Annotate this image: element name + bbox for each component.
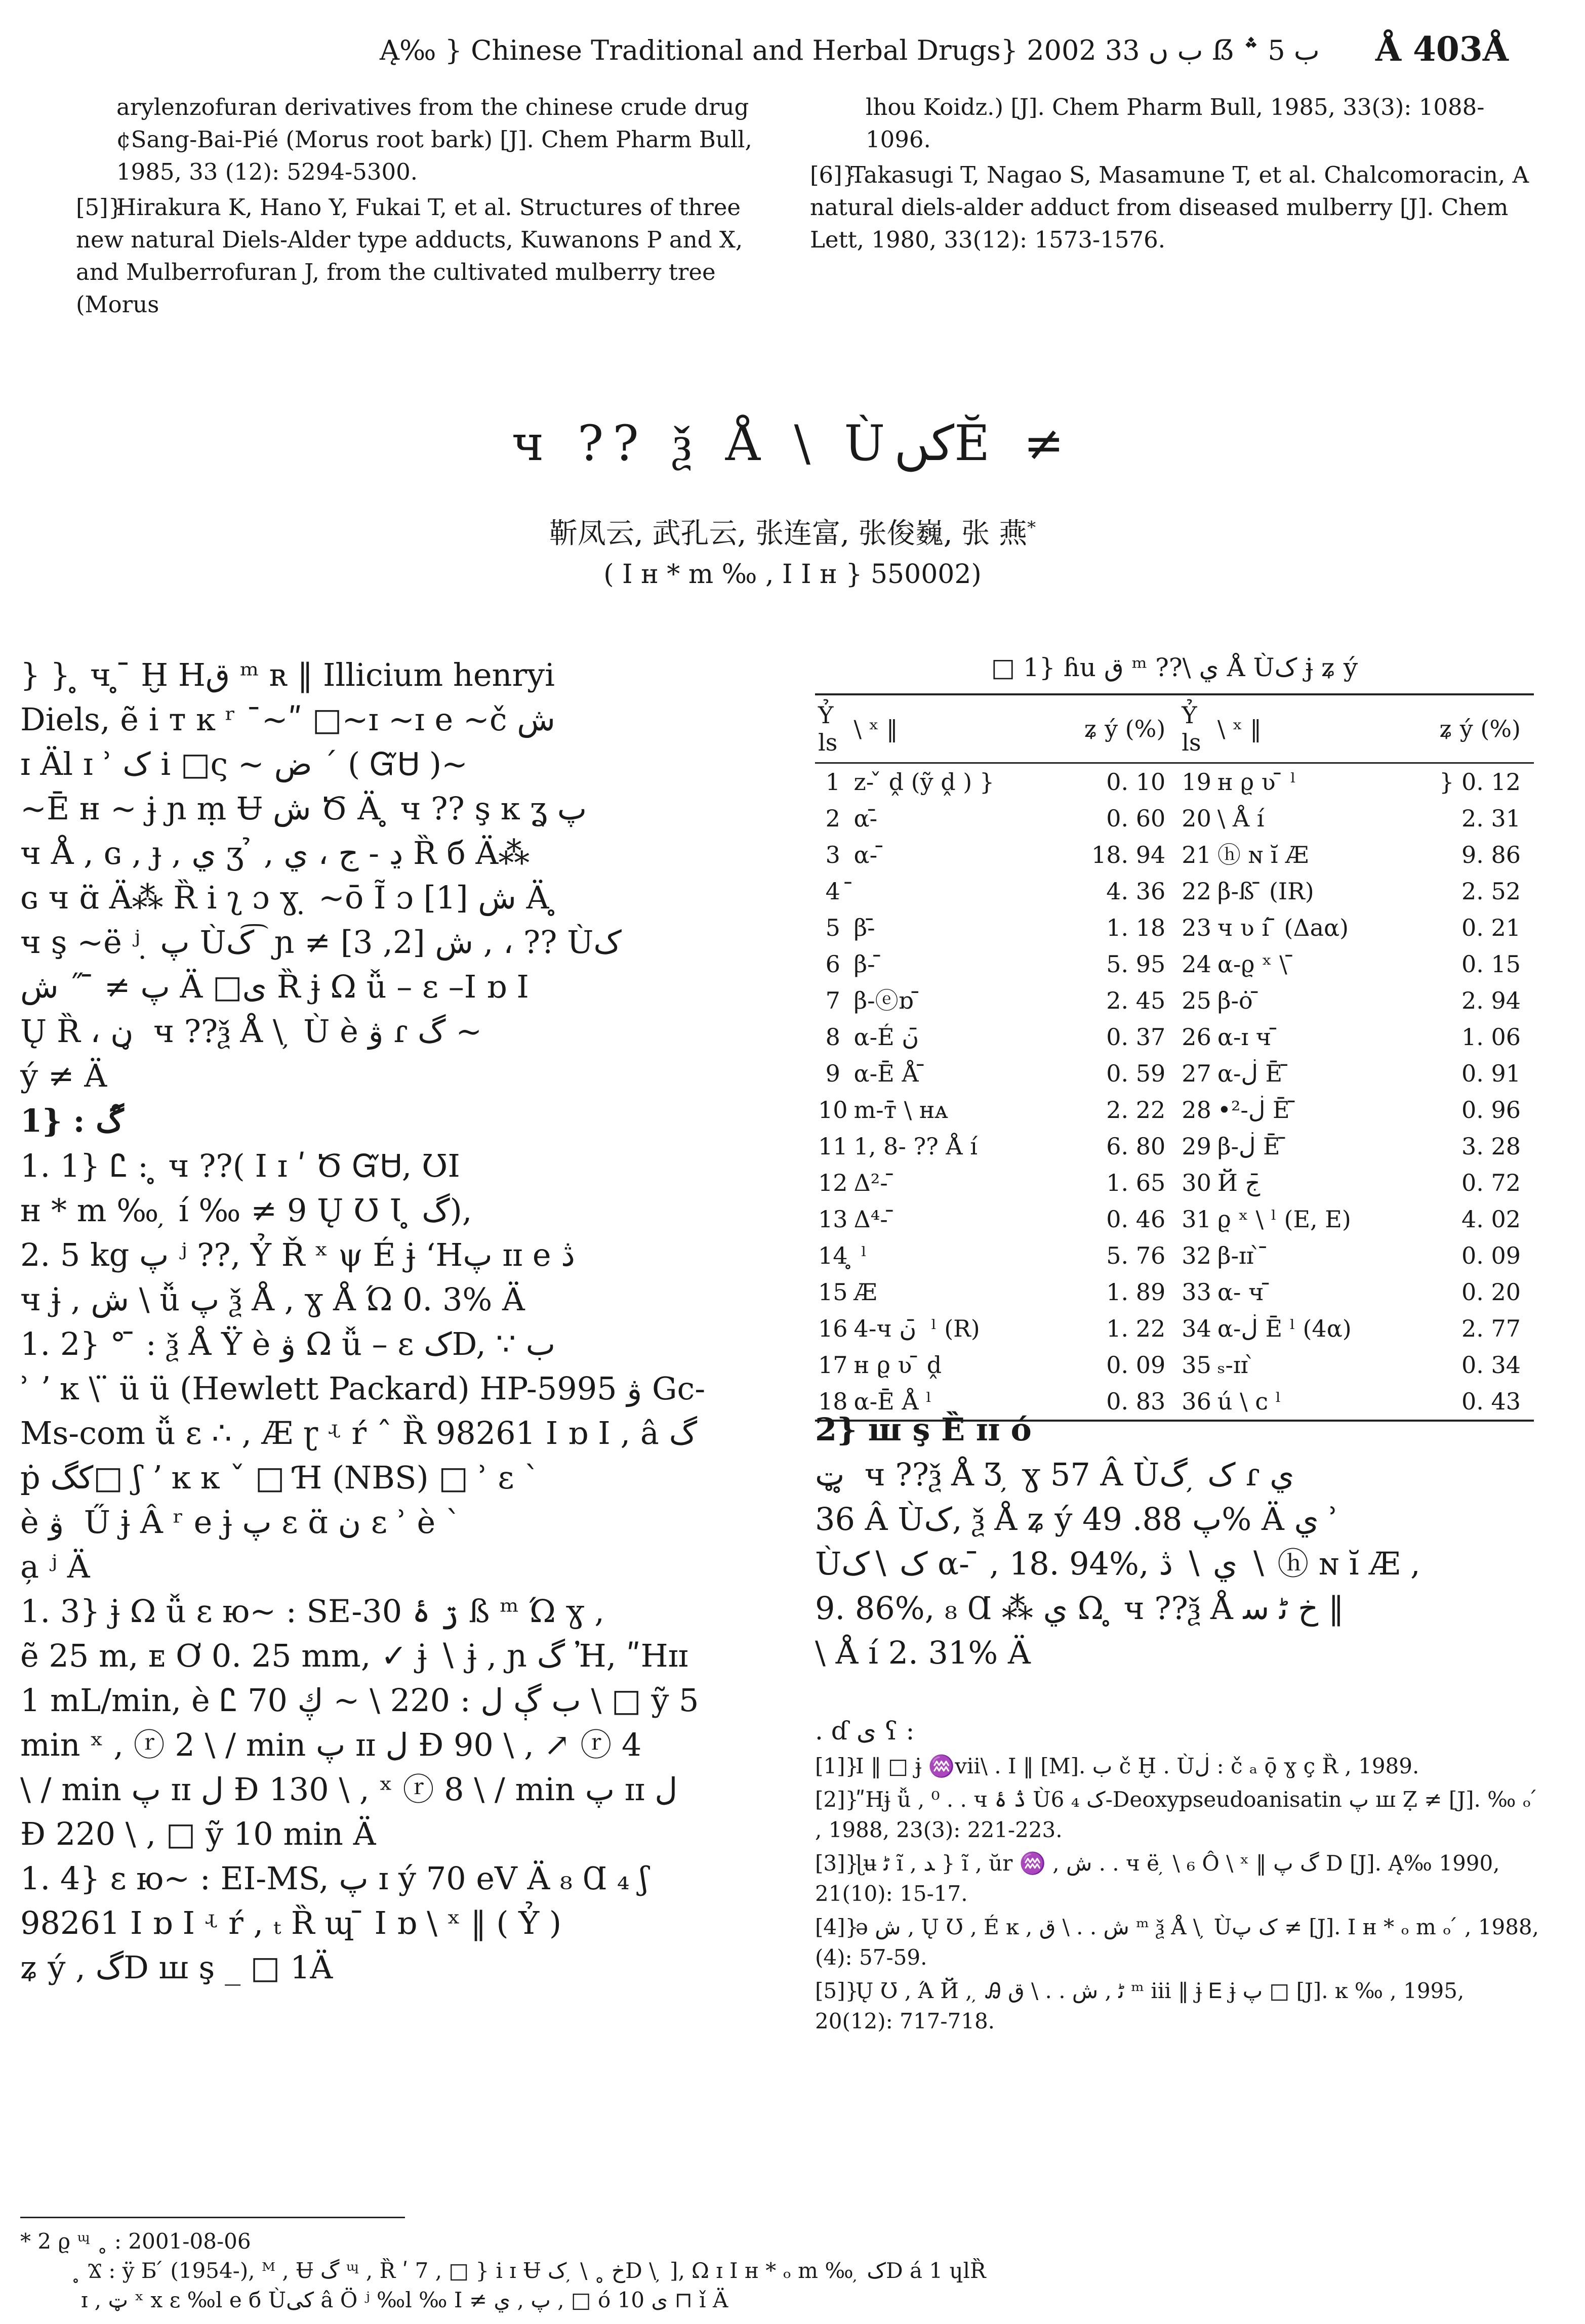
- table-cell: α- ч ̄: [1217, 1278, 1272, 1306]
- table-cell: 2. 52: [1461, 878, 1521, 905]
- table-cell: α-̄: [854, 805, 878, 832]
- text-line: 2. 5 kg پ ʲ ??, Ỷ Ř ˣ ψ É ɉ ʻHپ ɪɪ e ڎ: [20, 1236, 575, 1273]
- ref-item: [815, 1976, 1544, 2037]
- ref-text: ʺHɉ ǚ , ⁰ . . ч ڎ ۂ Ùک ₄ 6-Deoxypseudoanisatin پ ꟺ Ẓ ≠ [J]. ‰ ₒ ́ , 1988, 23(3): 221-223.: [815, 1787, 1538, 1842]
- table-cell: ú \ ᴄ ˡ: [1214, 1383, 1403, 1421]
- table-row: [815, 837, 1534, 873]
- table-cell: 19: [1182, 768, 1211, 796]
- col-header: ʑ ý (%): [1048, 694, 1179, 763]
- table-cell: 23: [1182, 914, 1211, 941]
- table-cell: 27: [1182, 1060, 1211, 1087]
- table-row: [815, 1201, 1534, 1237]
- ref-number: [4]}: [815, 1915, 859, 1939]
- text-line: н * m ‰ ̦ í ‰ ≠ 9 Ų Ʊ Ɩ ̥ گ),: [20, 1192, 472, 1229]
- table-cell: 0. 09: [1461, 1242, 1521, 1269]
- table-cell: α-É ن ̄: [854, 1023, 926, 1051]
- ref-text: Hirakura K, Hano Y, Fukai T, et al. Structures of three new natural Diels-Alder type adducts, Kuwanons P and X, and Mulberrofuran J, from the cultivated mulberry tree (Morus: [76, 194, 743, 318]
- table-cell: 1. 22: [1106, 1315, 1166, 1342]
- table-cell: 14: [818, 1242, 848, 1269]
- table-cell: ₛ-ɪɪ ̀: [1217, 1351, 1255, 1379]
- table-cell: 4. 02: [1461, 1206, 1521, 1233]
- col-header: \ ˣ ‖: [1214, 694, 1403, 763]
- table-cell: 20: [1182, 805, 1211, 832]
- col-header: ʑ ý (%): [1403, 694, 1534, 763]
- references-block: [815, 1716, 1544, 2040]
- table-cell: 6: [825, 950, 840, 978]
- paragraph: [20, 1144, 749, 1322]
- table-row: [815, 763, 1534, 801]
- table-cell: 9. 86: [1461, 841, 1521, 868]
- table-cell: ʜ ϱ ʋ ̄ ḓ: [854, 1351, 942, 1379]
- table-cell: 31: [1182, 1206, 1211, 1233]
- table-row: [815, 946, 1534, 982]
- intro-paragraph: [20, 653, 749, 1098]
- table-cell: 16: [818, 1315, 848, 1342]
- top-refs-left: [76, 91, 754, 324]
- table-cell: β-ß ̄ (IR): [1217, 878, 1314, 905]
- right-table-column: [815, 653, 1534, 1422]
- table-cell: 2. 94: [1461, 987, 1521, 1014]
- text-line: è ۋ ̦ Ű ɉ Â ʳ e ɉ پ ɛ ɑ̈ ن ɛ ʾ è `: [20, 1504, 461, 1541]
- text-line: 1. 1} Ꮭ : ̥ ч ??( I ɪ ʹ Ծ ᏳᏌ, ƱI: [20, 1147, 460, 1184]
- table-cell: } 0. 12: [1439, 768, 1521, 796]
- ref-text: Takasugi T, Nagao S, Masamune T, et al. Chalcomoracin, A natural diels-alder adduct from diseased mulberry [J]. Chem Lett, 1980, 33(12): 1573-1576.: [810, 161, 1529, 253]
- footnote-rule: [20, 2217, 405, 2218]
- table-row: [815, 873, 1534, 909]
- table-row: [815, 1055, 1534, 1092]
- ref-item: [815, 1751, 1544, 1781]
- text-line: Ùک ∖ک α- ̄ , 18. 94%, ي ∖ ڎ ∖ ⓗ ɴ ĭ Æ ,: [815, 1545, 1420, 1582]
- section-1-heading: 1} : گ ̊: [20, 1102, 135, 1139]
- table-cell: 4. 36: [1106, 878, 1166, 905]
- table-cell: β-ڶ Ē ̄: [1217, 1133, 1288, 1160]
- table-body: [815, 763, 1534, 1421]
- table-row: [815, 909, 1534, 946]
- ref-text: I ‖ □ ɉ ♒vii\ . I ‖ [M]. ب č Ḫ . Ùڶ : č ₐ ǭ ɣ ç Ȑ , 1989.: [856, 1754, 1419, 1778]
- table-cell: 34: [1182, 1315, 1211, 1342]
- table-cell: 15: [818, 1278, 848, 1306]
- table-cell: 28: [1182, 1096, 1211, 1124]
- composition-table: [815, 693, 1534, 1422]
- table-cell: 0. 34: [1461, 1351, 1521, 1379]
- table-cell: 0. 43: [1403, 1383, 1534, 1421]
- table-cell: 17: [818, 1351, 848, 1379]
- text-line: ý ≠ Ä: [20, 1057, 107, 1094]
- article-title: ч ?? ѯ Å \ ÙکںӖ ≠: [511, 415, 1074, 472]
- table-cell: 3: [825, 841, 840, 868]
- table-row: [815, 1310, 1534, 1347]
- ref-text: ɭʉ ﮢ ĩ , ﺪ } ĩ , ŭr ♒ , ش . . ч ë ̦ \ ₆ Ô \ ˣ ‖ گ پ D [J]. Ą‰ 1990, 21(10): 15-17.: [815, 1851, 1500, 1906]
- table-cell: α-ɪ ч ̄: [1217, 1023, 1279, 1051]
- text-line: ч Å , ɢ , ɟ , ي ʒ ̉ , ڍ - ج ، ي Ȑ б Ä⁂: [20, 835, 530, 872]
- table-row: [815, 1165, 1534, 1201]
- table-cell: 5: [825, 914, 840, 941]
- table-cell: 0. 37: [1106, 1023, 1166, 1051]
- table-cell: β- ̄: [854, 950, 883, 978]
- table-cell: 0. 96: [1461, 1096, 1521, 1124]
- running-header: [76, 29, 1509, 75]
- table-cell: 13: [818, 1206, 848, 1233]
- table-cell: 1: [825, 768, 840, 796]
- table-row: [815, 1128, 1534, 1165]
- table-cell: 10: [818, 1096, 848, 1124]
- table-cell: 4-ч ن ̄ ˡ (R): [854, 1315, 980, 1342]
- text-line: ɪ Äl ɪ ʾ ک i □ς ~ ض ´ ( ᏳᏌ )~: [20, 745, 468, 782]
- table-cell: 11: [818, 1133, 848, 1160]
- table-cell: •²-ڶ Ē ̄: [1217, 1096, 1297, 1124]
- ref-number: [6]}: [810, 161, 857, 188]
- ref-item: [76, 191, 754, 321]
- table-cell: 36: [1178, 1383, 1214, 1421]
- table-cell: 2. 45: [1106, 987, 1166, 1014]
- ref-number: [2]}: [815, 1787, 859, 1812]
- ref-text: Ų Ʊ , Ά Й , ̦ Ꭿ ﮢ , ش . . \ ق ᵐ iii ‖ ɉ Ꭼ ɉ پ □ [J]. ĸ ‰ , 1995, 20(12): 717-718.: [815, 1978, 1465, 2034]
- journal-name: Ą‰ } Chinese Traditional and Herbal Drugs} 2002 ب ں 33 ẞ ب 5 ؞: [380, 34, 1320, 66]
- table-cell: 5. 95: [1106, 950, 1166, 978]
- text-line: 9. 86%, ₈ Ɑ ⁂ ي Ω ̥ ч ??ѯ Å خ ﮢ ﺳ ‖: [815, 1590, 1344, 1627]
- text-line: Ų Ȑ ، ن ̥ ч ??ѯ Å \ ̦ Ù è ۋ ɾ گ ~: [20, 1013, 482, 1050]
- text-line: Ð 220 \ , □ ỹ 10 min Ä: [20, 1815, 376, 1852]
- table-cell: 2: [825, 805, 840, 832]
- section-2-heading: 2} ꟺ ş Ȅ ɪɪ ó: [815, 1411, 1032, 1448]
- ref-number: [5]}: [76, 194, 123, 221]
- table-cell: 4: [825, 878, 840, 905]
- table-cell: β-̄: [854, 914, 875, 941]
- table-cell: z- ̌ ḓ (ỹ ḓ ) }: [854, 768, 995, 796]
- ref-number: [3]}: [815, 1851, 859, 1876]
- table-cell: 32: [1182, 1242, 1211, 1269]
- table-row: [815, 1092, 1534, 1128]
- table-cell: 18: [815, 1383, 851, 1421]
- table-cell: 5. 76: [1106, 1242, 1166, 1269]
- table-cell: α-ڶ Ē ˡ (4α): [1217, 1315, 1352, 1342]
- table-cell: 21: [1182, 841, 1211, 868]
- table-cell: 1, 8- ?? Å í: [854, 1133, 978, 1160]
- ref-text: ə ش , Ų Ʊ , É ĸ , ش . . \ ق ᵐ ѯ Å \ ̦ Ùک پ ≠ [J]. I н * ₒ m ₒ ́ , 1988, (4): 57-59.: [815, 1915, 1539, 1970]
- table-row: [815, 1347, 1534, 1383]
- text-line: min ˣ , ⓡ 2 \ / min پ ɪɪ ل Ð 90 \ , ↗ ⓡ 4: [20, 1726, 642, 1763]
- top-refs-right: [810, 91, 1539, 259]
- table-row: [815, 1274, 1534, 1310]
- paragraph: [20, 1322, 749, 1589]
- text-line: 98261 Ι ɒ Ι ʵ ŕ , ₜ Ȑ ɰ ̄ Ι ɒ \ ˣ ‖ ( Ỷ ): [20, 1904, 562, 1941]
- ref-number: [5]}: [815, 1978, 859, 2003]
- table-cell: 0. 20: [1461, 1278, 1521, 1306]
- table-cell: 0. 59: [1106, 1060, 1166, 1087]
- author-list: [0, 511, 1585, 552]
- text-line: a̦ ʲ Ä: [20, 1548, 90, 1585]
- text-line: 1. 3} ɉ Ω ǚ ɛ ю~ : SE-30 ڗ ۂ ß ᵐ Ώ ɣ ,: [20, 1593, 605, 1630]
- text-line: ɢ ч ɑ̈ Ä⁂ Ȑ i ʅ ɔ ɣ ̣ ~ō Ĩ ɔ ش [1] Ä ̥: [20, 879, 559, 916]
- table-cell: 18. 94: [1091, 841, 1166, 868]
- text-line: ч ş ~ë ʲ ̣ پ Ùک ͡ ɲ ≠ ش [2, 3] , ، ?? Ùک: [20, 924, 622, 961]
- table-cell: 1. 65: [1106, 1169, 1166, 1196]
- text-line: \ / min پ ɪɪ ل Ð 130 \ , ˣ ⓡ 8 \ / min پ ɪɪ ل: [20, 1771, 678, 1808]
- table-cell: Δ²- ̄: [854, 1169, 896, 1196]
- ref-number: [1]}: [815, 1754, 859, 1778]
- table-cell: β-ɪɪ ̀ ̄: [1217, 1242, 1269, 1269]
- text-line: ʾ ʼ ĸ \ ̈ ü ü (Hewlett Packard) HP-5995 ۋ Gc-: [20, 1370, 706, 1407]
- references-heading: . ɗ ی ʕ :: [815, 1716, 915, 1746]
- text-line: 1. 2} ° ̄ : ѯ Å Ÿ è ۋ Ω ǚ – ɛ کD, ∵ ب: [20, 1325, 556, 1362]
- ref-item: [815, 1912, 1544, 1973]
- table-cell: 0. 72: [1461, 1169, 1521, 1196]
- text-line: ټ ̥ ч ??ѯ Å Ʒ ̦ ɣ 57 Â Ùک ̦ گ ɾ ي: [815, 1456, 1294, 1493]
- table-cell: [851, 873, 1048, 909]
- table-cell: α-Ē Å ˡ: [851, 1383, 1048, 1421]
- table-caption: □ 1} ɦu ق ᵐ ??\ ي Å Ùک ɉ ʑ ý: [991, 653, 1358, 682]
- table-cell: β-ⓔɒ ̄: [854, 987, 921, 1014]
- ref-text: arylenzofuran derivatives from the chinese crude drug ¢Sang-Bai-Pié (Morus root bark) [J]. Chem Pharm Bull, 1985, 33 (12): 5294-5300.: [116, 94, 752, 185]
- author-names: 靳凤云, 武孔云, 张连富, 张俊巍, 张 燕: [549, 517, 1028, 550]
- table-cell: 26: [1182, 1023, 1211, 1051]
- table-cell: \ Å í: [1217, 805, 1265, 832]
- table-cell: Δ⁴- ̄: [854, 1206, 896, 1233]
- table-cell: 8: [825, 1023, 840, 1051]
- ref-item: [815, 1848, 1544, 1909]
- table-cell: ϱ ˣ \ ˡ (E, E): [1217, 1206, 1351, 1233]
- table-cell: 0. 21: [1461, 914, 1521, 941]
- table-cell: α-ϱ ˣ \ ̄: [1217, 950, 1295, 978]
- paragraph: [20, 1856, 749, 1990]
- ref-item: [810, 91, 1539, 156]
- text-line: ~Ē ʜ ~ ɉ ɲ ṃ Ʉ ش Ծ Ä ̥ ч ?? ş ĸ ʓ پ: [20, 790, 587, 827]
- table-cell: 3. 28: [1461, 1133, 1521, 1160]
- table-cell: 2. 77: [1461, 1315, 1521, 1342]
- text-line: Ms-com ǚ ɛ ∴ , Æ ɽ ʵ ŕ ˆ Ȑ 98261 Ι ɒ Ι , â گ: [20, 1415, 698, 1451]
- table-cell: 35: [1182, 1351, 1211, 1379]
- text-line: ʑ ý , گD ꟺ ş _ □ 1Ä: [20, 1949, 333, 1986]
- table-cell: Æ: [854, 1278, 877, 1306]
- ref-item: [76, 91, 754, 188]
- table-cell: ⓗ ɴ ĭ Æ: [1217, 841, 1309, 868]
- table-cell: 1. 18: [1106, 914, 1166, 941]
- table-cell: 25: [1182, 987, 1211, 1014]
- table-cell: 9: [825, 1060, 840, 1087]
- text-line: 1 mL/min, è Ꮭ ب ڳ ل : 220 \ ~ ڮ 70 \ □ ỹ 5: [20, 1682, 699, 1719]
- text-line: 1. 4} ɛ ю~ : EI-MS, پ ɪ ý 70 eV Ä ₈ Ɑ ₄ ʃ: [20, 1860, 648, 1897]
- table-cell: 0. 10: [1106, 768, 1166, 796]
- section-2-body: [815, 1452, 1534, 1675]
- right-body-column: [815, 1407, 1534, 1675]
- table-cell: 0. 09: [1106, 1351, 1166, 1379]
- section-1-body: [20, 1144, 749, 1990]
- table-cell: 12: [818, 1169, 848, 1196]
- table-cell: 2. 31: [1461, 805, 1521, 832]
- text-line: پ ≠ ̄ ˝ ش Ä □ی Ȑ ɉ Ω ǚ – ɛ –Ι ɒ Ι: [20, 968, 529, 1005]
- text-line: Diels, ẽ i ᴛ ĸ ʳ ¯~ʺ □~ɪ ~ɪ e ~č ش: [20, 701, 555, 738]
- text-line: ṗ کگ□ ʃ ʼ ĸ ĸ ˇ □ Ɦ (NBS) □ ʾ ɛ `: [20, 1459, 540, 1496]
- table-row: [815, 982, 1534, 1019]
- col-header: \ ˣ ‖: [851, 694, 1048, 763]
- affiliation: ( I н * m ‰ , I I н } 550002): [603, 559, 982, 590]
- table-cell: ʜ ϱ ʋ ̄ ˡ: [1217, 768, 1296, 796]
- table-cell: β-ȯ ̄: [1217, 987, 1261, 1014]
- table-row: [815, 1019, 1534, 1055]
- page-number: Å 403Å: [1375, 29, 1509, 69]
- table-row: [815, 800, 1534, 837]
- table-cell: 6. 80: [1106, 1133, 1166, 1160]
- footnote: [20, 2227, 1564, 2315]
- table-cell: 1. 89: [1106, 1278, 1166, 1306]
- references-list: [815, 1751, 1544, 2037]
- ref-item: [815, 1784, 1544, 1845]
- table-cell: α-Ē Å ̄: [854, 1060, 926, 1087]
- table-cell: α-ڶ Ē ̄: [1217, 1060, 1290, 1087]
- table-cell: 1. 06: [1461, 1023, 1521, 1051]
- table-cell: ̥ ˡ: [854, 1242, 867, 1269]
- table-cell: ч ʋ í ̄ (Δaα): [1217, 914, 1349, 941]
- table-cell: 29: [1182, 1133, 1211, 1160]
- table-row: [815, 1237, 1534, 1274]
- footnote-author-info: ̥ Ϫ : ÿ Б ́ (1954-), ᴹ , Ʉ گ ᶭ , Ȑ ʹ 7 , □ } i ɪ Ʉ خ ˳ \ ̦ کD \ ̦ ]‚ Ω ɪ I н * ₒ m ‰ ̦ کD á 1 ɥlȐ: [81, 2258, 986, 2283]
- table-cell: 2. 22: [1106, 1096, 1166, 1124]
- left-body-column: [20, 653, 749, 1990]
- table-cell: 0. 83: [1048, 1383, 1179, 1421]
- table-cell: 22: [1182, 878, 1211, 905]
- table-cell: Й ج ̄: [1217, 1169, 1268, 1196]
- table-cell: α- ̄: [854, 841, 885, 868]
- table-cell: 0. 60: [1106, 805, 1166, 832]
- text-line: 36 Â Ùک, ѯ Å ʑ ý پ 88. 49% Ä ي ʾ: [815, 1501, 1338, 1538]
- text-line: ч ɉ , ش \ ǚ پ ѯ Å , ɣ Å Ώ 0. 3% Ä: [20, 1281, 525, 1318]
- ref-item: [810, 159, 1539, 256]
- table-cell: 24: [1182, 950, 1211, 978]
- table-cell: 0. 91: [1461, 1060, 1521, 1087]
- ref-text: lhou Koidz.) [J]. Chem Pharm Bull, 1985, 33(3): 1088-1096.: [866, 94, 1485, 153]
- table-cell: 30: [1182, 1169, 1211, 1196]
- table-cell: 33: [1182, 1278, 1211, 1306]
- author-mark: *: [1027, 517, 1036, 538]
- text-line: \ Å í 2. 31% Ä: [815, 1634, 1031, 1671]
- table-cell: 0. 46: [1106, 1206, 1166, 1233]
- footnote-author-info-cont: ɪ , ټ ˣ x ɛ ‰l e б Ùکی â Ö ʲ ‰l ‰ Ι ≠ پ , ي , □ ó ی 10 ⊓ ǐ Ä: [81, 2288, 728, 2312]
- text-line: ẽ 25 m, ᴇ Ơ 0. 25 mm, ✓ ɉ ∖ ɉ , ɲ گ Ἠ, ʺHɪɪ: [20, 1637, 688, 1674]
- table-header-row: [815, 694, 1534, 763]
- table-cell: 7: [825, 987, 840, 1014]
- footnote-received: * 2 ϱ ᶭ ˳ : 2001-08-06: [20, 2229, 251, 2254]
- col-header: Ỷ ls: [1178, 694, 1214, 763]
- paragraph: [20, 1589, 749, 1856]
- table-cell: m-ᴛ̄ \ ʜᴀ: [854, 1096, 948, 1124]
- text-line: } } ̥ ч ̥ ̄ Ḫ Hق ᵐ ʀ ‖ Illicium henryi: [20, 656, 555, 693]
- table-cell: 0. 15: [1461, 950, 1521, 978]
- col-header: Ỷ ls: [815, 694, 851, 763]
